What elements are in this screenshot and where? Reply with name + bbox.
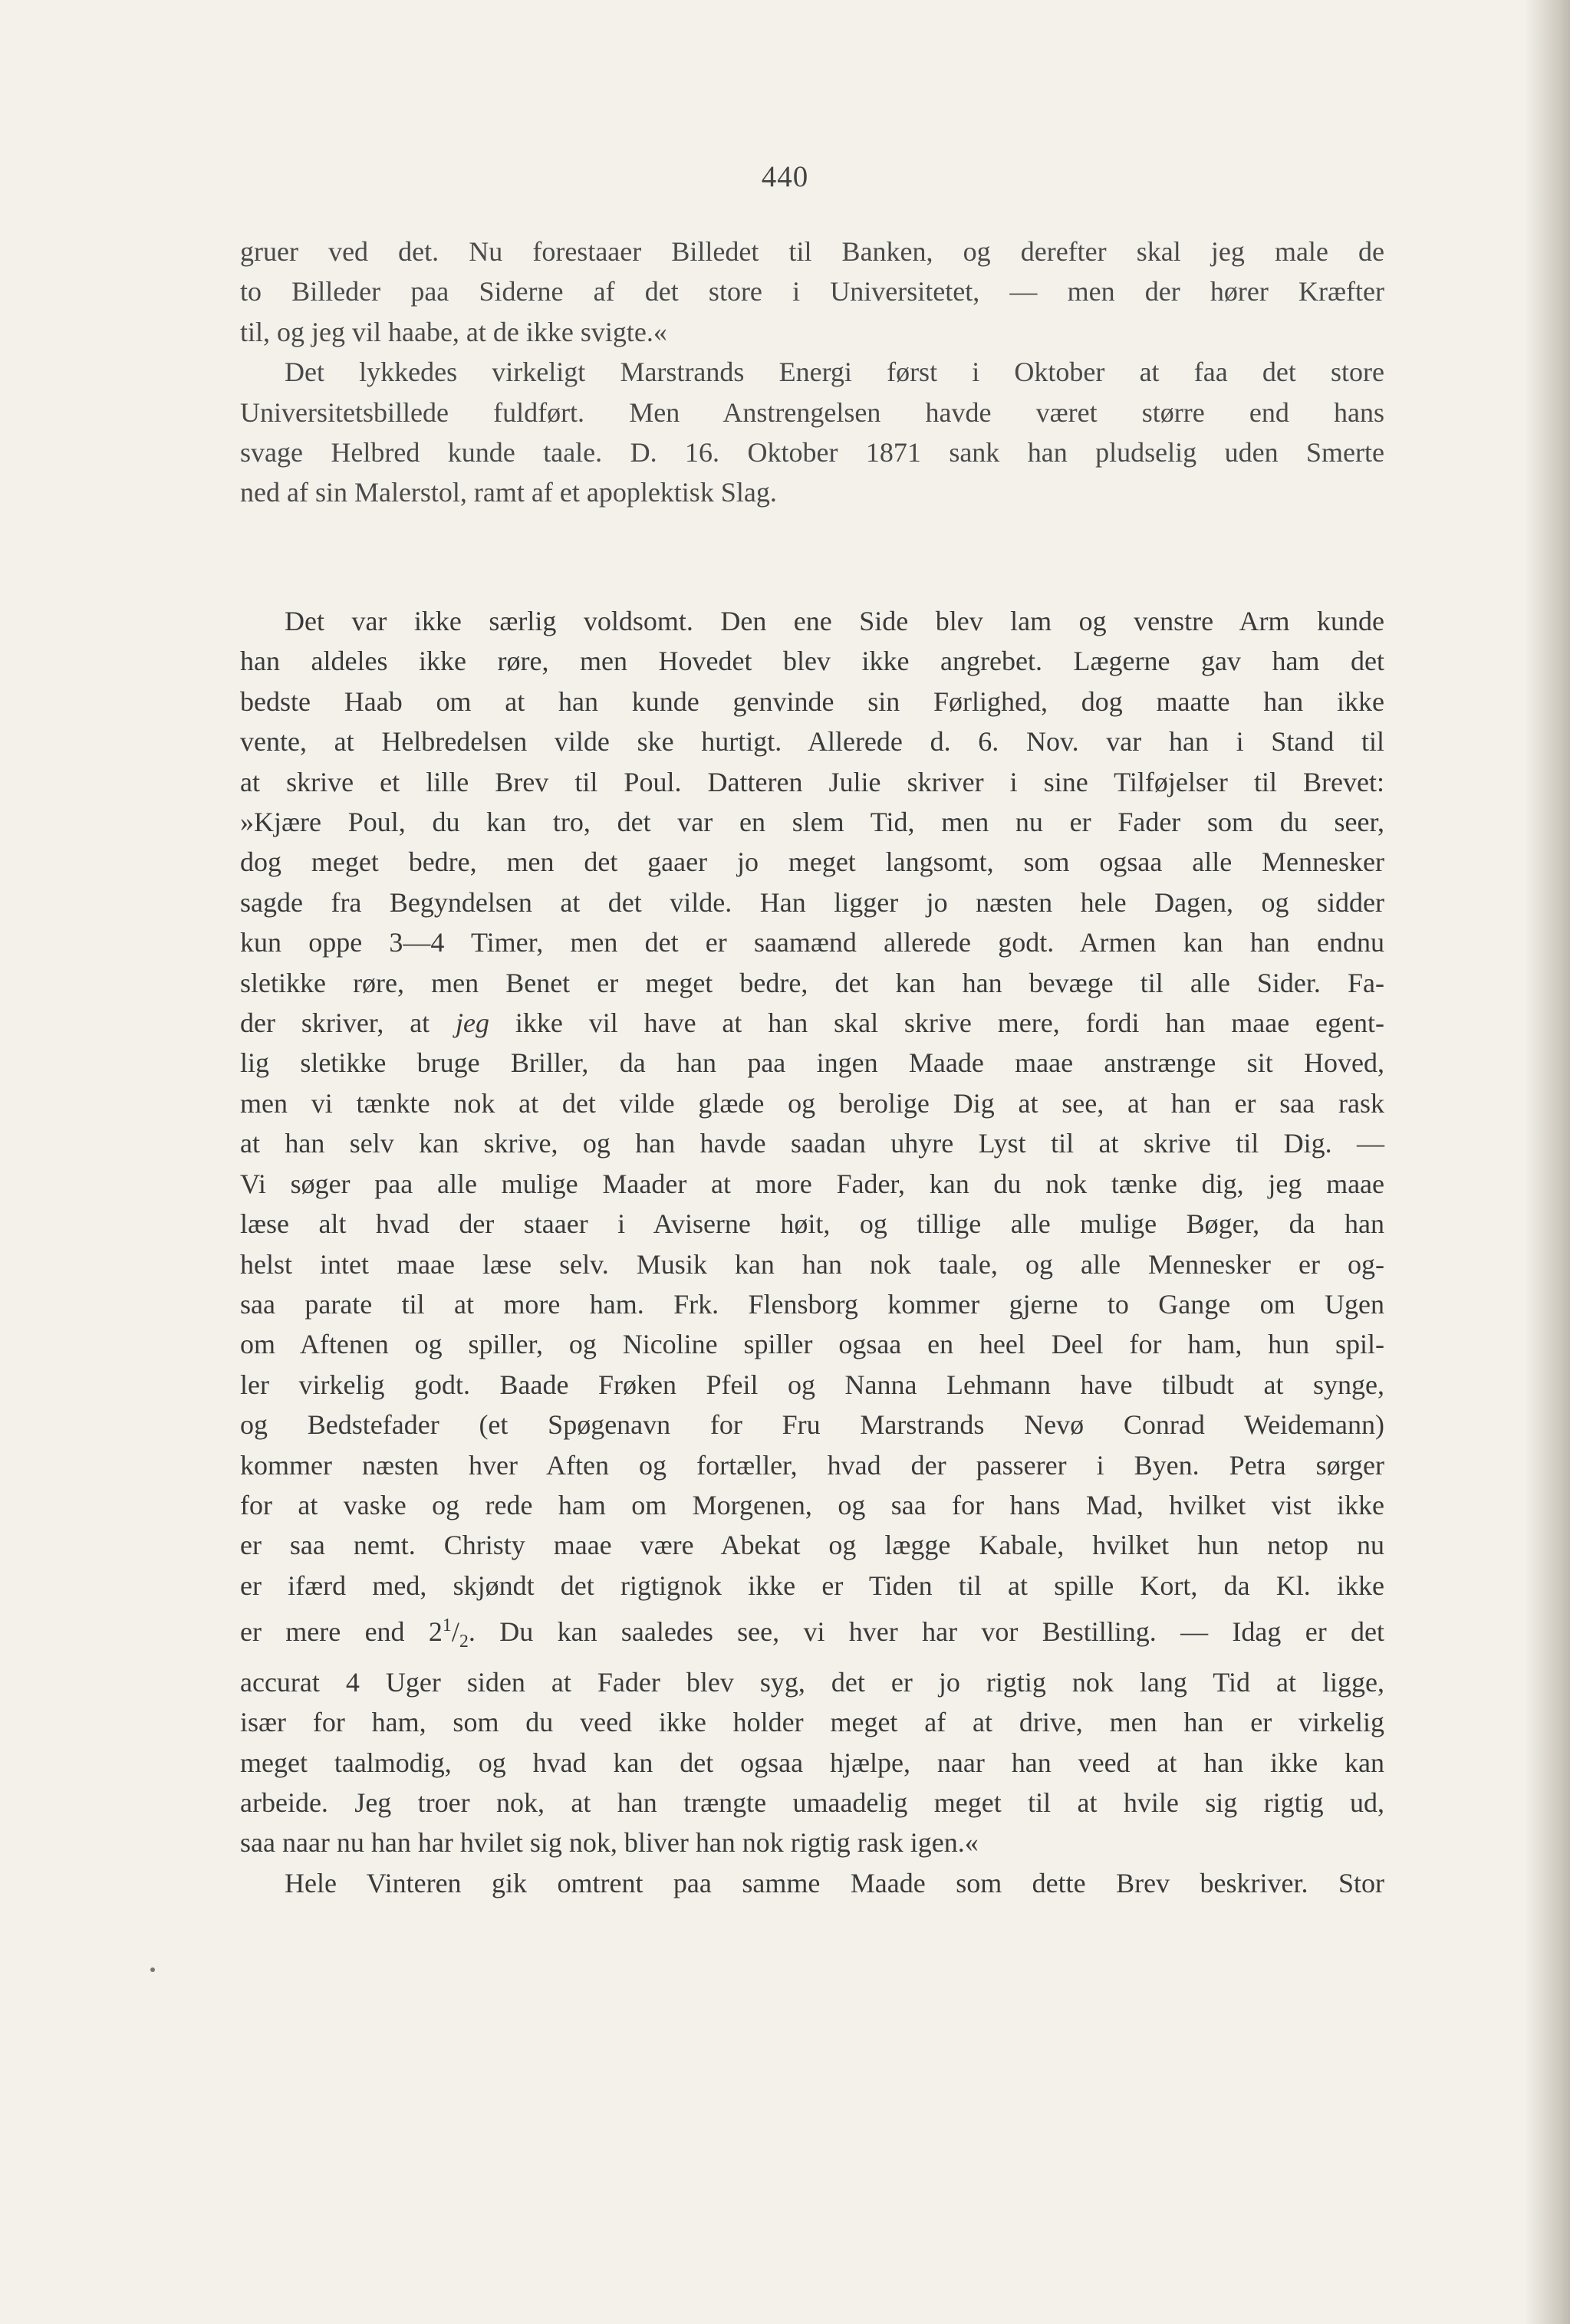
text-line-with-emphasis [240,1003,1384,1043]
text-line: og Bedstefader (et Spøgenavn for Fru Marstrands Nevø Conrad Weidemann) [240,1409,1384,1441]
text-line: saa naar nu han har hvilet sig nok, bliver han nok rigtig rask igen.« [240,1827,979,1859]
text-line: men vi tænkte nok at det vilde glæde og berolige Dig at see, at han er saa rask [240,1087,1384,1119]
text-line-with-fraction [240,1606,1384,1662]
text-line: sagde fra Begyndelsen at det vilde. Han ligger jo næsten hele Dagen, og sidder [240,886,1384,918]
text-line: bedste Haab om at han kunde genvinde sin Førlighed, dog maatte han ikke [240,685,1384,717]
text-line: sletikke røre, men Benet er meget bedre, det kan han bevæge til alle Sider. Fa- [240,967,1384,998]
text-line: især for ham, som du veed ikke holder meget af at drive, men han er virkelig [240,1707,1384,1738]
text-line: dog meget bedre, men det gaaer jo meget langsomt, som ogsaa alle Mennesker [240,846,1384,878]
text-segment: ikke vil have at han skal skrive mere, fordi han maae egent- [489,1008,1384,1039]
fraction-denominator: 2 [459,1632,469,1652]
text-line: helst intet maae læse selv. Musik kan han nok taale, og alle Mennesker er og- [240,1248,1384,1280]
text-segment: er mere end 2 [240,1616,443,1648]
fraction-slash: / [451,1616,459,1648]
fraction-numerator: 1 [442,1616,452,1636]
text-line: Det var ikke særlig voldsomt. Den ene Side blev lam og venstre Arm kunde [285,606,1384,636]
text-line: er ifærd med, skjøndt det rigtignok ikke er Tiden til at spille Kort, da Kl. ikke [240,1570,1384,1601]
text-line: to Billeder paa Siderne af det store i Universitetet, — men der hører Kræfter [240,276,1384,307]
text-line: Hele Vinteren gik omtrent paa samme Maade som dette Brev beskriver. Stor [285,1867,1384,1898]
text-line: at skrive et lille Brev til Poul. Datteren Julie skriver i sine Tilføjelser til Brevet: [240,766,1384,797]
text-line: kun oppe 3—4 Timer, men det er saamænd allerede godt. Armen kan han endnu [240,927,1384,958]
text-segment: der skriver, at [240,1008,456,1039]
text-segment: . Du kan saaledes see, vi hver har vor Bestilling. — Idag er det [468,1616,1384,1648]
text-line: vente, at Helbredelsen vilde ske hurtigt. Allerede d. 6. Nov. var han i Stand til [240,726,1384,758]
text-line: til, og jeg vil haabe, at de ikke svigte.« [240,316,667,347]
text-line: gruer ved det. Nu forestaaer Billedet til Banken, og derefter skal jeg male de [240,236,1384,267]
main-text-block [240,601,1384,1903]
text-line: Vi søger paa alle mulige Maader at more Fader, kan du nok tænke dig, jeg maae [240,1168,1384,1199]
text-line: om Aftenen og spiller, og Nicoline spiller ogsaa en heel Deel for ham, hun spil- [240,1329,1384,1360]
text-line: Det lykkedes virkeligt Marstrands Energi først i Oktober at faa det store [285,357,1384,388]
text-line: »Kjære Poul, du kan tro, det var en slem Tid, men nu er Fader som du seer, [240,807,1384,838]
text-line: meget taalmodig, og hvad kan det ogsaa hjælpe, naar han veed at han ikke kan [240,1747,1384,1778]
text-line: saa parate til at more ham. Frk. Flensborg kommer gjerne to Gange om Ugen [240,1288,1384,1320]
text-line: er saa nemt. Christy maae være Abekat og lægge Kabale, hvilket hun netop nu [240,1530,1384,1561]
page-edge-shadow [1524,0,1570,2324]
text-line: Universitetsbillede fuldført. Men Anstrengelsen havde været større end hans [240,396,1384,428]
text-line: ler virkelig godt. Baade Frøken Pfeil og Nanna Lehmann have tilbudt at synge, [240,1369,1384,1400]
text-line: læse alt hvad der staaer i Aviserne høit, og tillige alle mulige Bøger, da han [240,1208,1384,1240]
text-line: svage Helbred kunde taale. D. 16. Oktober 1871 sank han pludselig uden Smerte [240,437,1384,468]
text-line: ned af sin Malerstol, ramt af et apoplektisk Slag. [240,477,777,508]
opening-text-block [240,232,1384,513]
page-number: 440 [761,160,809,193]
text-line: han aldeles ikke røre, men Hovedet blev ikke angrebet. Lægerne gav ham det [240,646,1384,677]
stray-ink-mark [150,1967,155,1972]
text-line: arbeide. Jeg troer nok, at han trængte umaadelig meget til at hvile sig rigtig ud, [240,1787,1384,1818]
text-line: lig sletikke bruge Briller, da han paa ingen Maade maae anstrænge sit Hoved, [240,1047,1384,1079]
text-line: at han selv kan skrive, og han havde saadan uhyre Lyst til at skrive til Dig. — [240,1128,1384,1159]
text-line: for at vaske og rede ham om Morgenen, og saa for hans Mad, hvilket vist ikke [240,1489,1384,1520]
text-line: accurat 4 Uger siden at Fader blev syg, det er jo rigtig nok lang Tid at ligge, [240,1666,1384,1698]
emphasized-word: jeg [456,1008,490,1039]
text-line: kommer næsten hver Aften og fortæller, hvad der passerer i Byen. Petra sørger [240,1449,1384,1481]
